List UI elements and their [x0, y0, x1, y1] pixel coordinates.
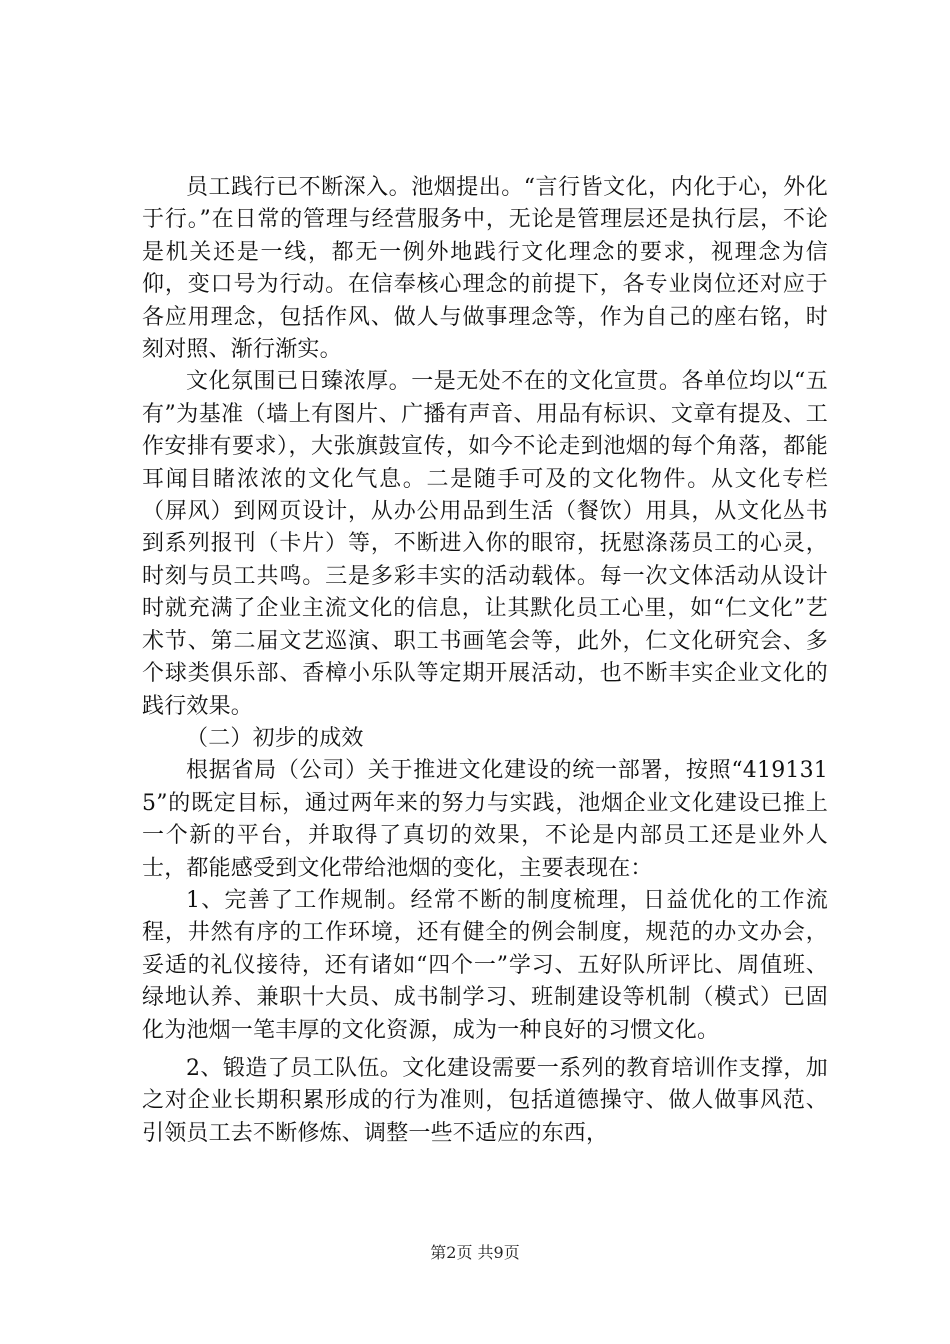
paragraph-practice: 员工践行已不断深入。池烟提出。“言行皆文化，内化于心，外化于行。”在日常的管理与经营服务中，无论是管理层还是执行层，不论是机关还是一线，都无一例外地践行文化理念的要求，视理念为信仰，变口号为行动。在信奉核心理念的前提下，各专业岗位还对应于各应用理念，包括作风、做人与做事理念等，作为自己的座右铭，时刻对照、渐行渐实。: [142, 175, 828, 363]
section-heading: （二）初步的成效: [186, 725, 364, 751]
page-footer: 第2页 共9页: [430, 1243, 520, 1262]
paragraph-item-2: 2、锻造了员工队伍。文化建设需要一系列的教育培训作支撑，加之对企业长期积累形成的行为准则，包括道德操守、做人做事风范、引领员工去不断修炼、调整一些不适应的东西，: [142, 1055, 828, 1146]
document-body: [142, 172, 828, 1150]
paragraph-item-1: 1、完善了工作规制。经常不断的制度梳理，日益优化的工作流程，井然有序的工作环境，还有健全的例会制度，规范的办文办会，妥适的礼仪接待，还有诸如“四个一”学习、五好队所评比、周值班、绿地认养、兼职十大员、成书制学习、班制建设等机制（模式）已固化为池烟一笔丰厚的文化资源，成为一种良好的习惯文化。: [142, 887, 828, 1043]
paragraph-atmosphere: 文化氛围已日臻浓厚。一是无处不在的文化宣贯。各单位均以“五有”为基准（墙上有图片、广播有声音、用品有标识、文章有提及、工作安排有要求），大张旗鼓宣传，如今不论走到池烟的每个角落，都能耳闻目睹浓浓的文化气息。二是随手可及的文化物件。从文化专栏（屏风）到网页设计，从办公用品到生活（餐饮）用具，从文化丛书到系列报刊（卡片）等，不断进入你的眼帘，抚慰涤荡员工的心灵，时刻与员工共鸣。三是多彩丰实的活动载体。每一次文体活动从设计时就充满了企业主流文化的信息，让其默化员工心里，如“仁文化”艺术节、第二届文艺巡演、职工书画笔会等，此外，仁文化研究会、多个球类俱乐部、香樟小乐队等定期开展活动，也不断丰实企业文化的践行效果。: [142, 369, 828, 719]
paragraph-results-intro: 根据省局（公司）关于推进文化建设的统一部署，按照“4191315”的既定目标，通过两年来的努力与实践，池烟企业文化建设已推上一个新的平台，并取得了真切的效果，不论是内部员工还是业外人士，都能感受到文化带给池烟的变化，主要表现在：: [142, 758, 828, 881]
